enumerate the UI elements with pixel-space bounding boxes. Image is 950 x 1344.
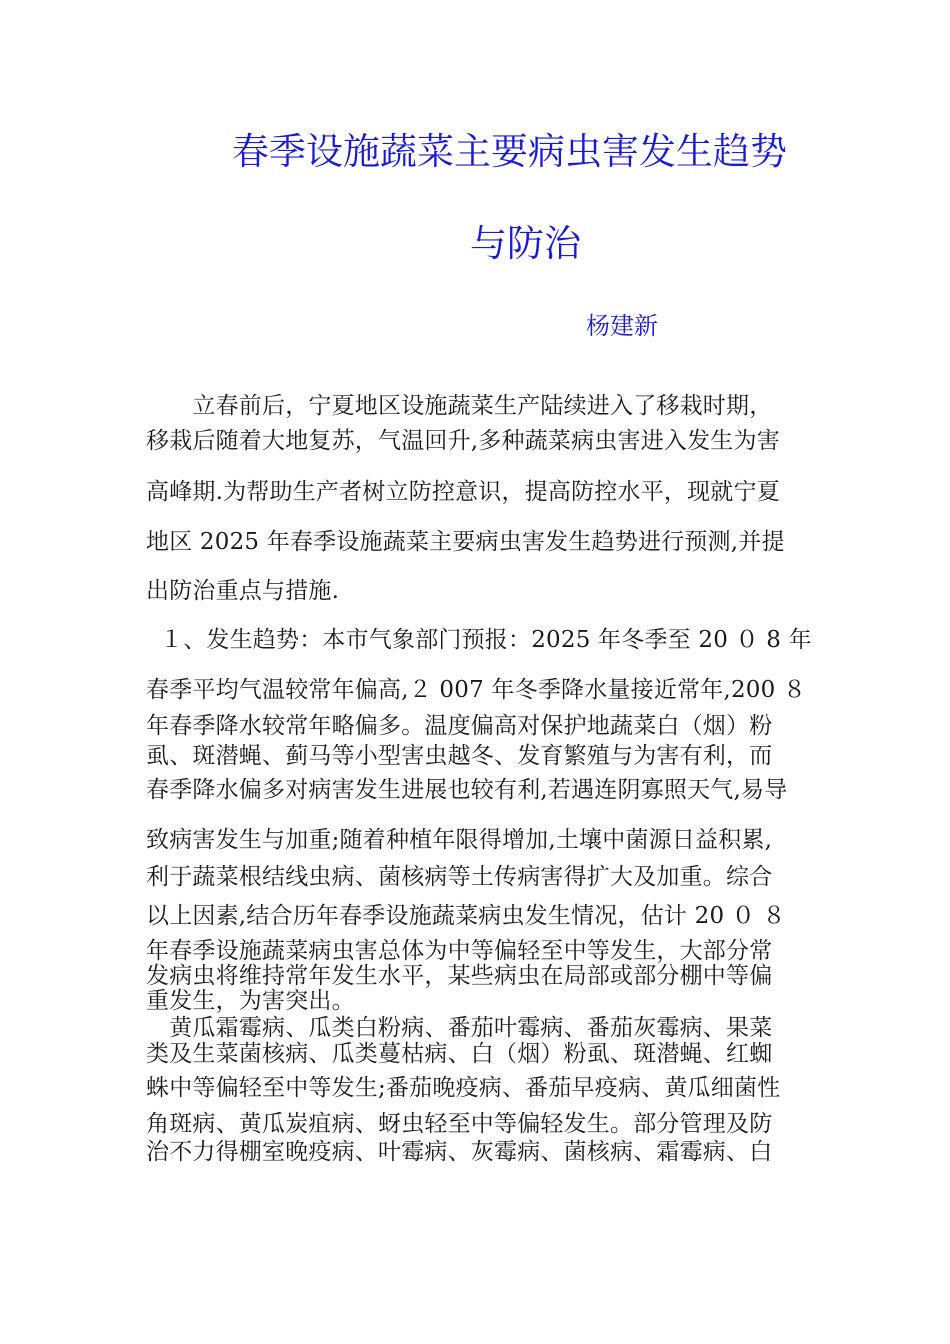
- body-line: 重发生，为害突出。: [146, 988, 355, 1014]
- body-line: 春季平均气温较常年偏高,２ 007 年冬季降水量接近常年,200 ８: [146, 677, 807, 703]
- body-line: 年春季降水较常年略偏多。温度偏高对保护地蔬菜白（烟）粉: [146, 713, 773, 739]
- body-line: 利于蔬菜根结线虫病、菌核病等土传病害得扩大及加重。综合: [146, 864, 773, 890]
- body-line: 以上因素,结合历年春季设施蔬菜病虫发生情况，估计 20 ０ ８: [146, 903, 786, 929]
- title-line-2: 与防治: [470, 222, 581, 265]
- body-line: 移栽后随着大地复苏，气温回升,多种蔬菜病虫害进入发生为害: [146, 428, 780, 454]
- body-line: 类及生菜菌核病、瓜类蔓枯病、白（烟）粉虱、斑潜蝇、红蜘: [146, 1041, 773, 1067]
- body-line: 虱、斑潜蝇、蓟马等小型害虫越冬、发育繁殖与为害有利，而: [146, 743, 773, 769]
- body-line: 致病害发生与加重;随着种植年限得增加,土壤中菌源日益积累,: [146, 827, 773, 853]
- body-line: 角斑病、黄瓜炭疽病、蚜虫轻至中等偏轻发生。部分管理及防: [146, 1111, 773, 1137]
- body-line: 发病虫将维持常年发生水平，某些病虫在局部或部分棚中等偏: [146, 963, 773, 989]
- body-line: 地区 2025 年春季设施蔬菜主要病虫害发生趋势进行预测,并提: [146, 529, 785, 555]
- body-line: 立春前后，宁夏地区设施蔬菜生产陆续进入了移栽时期，: [146, 393, 773, 419]
- body-line: 出防治重点与措施.: [146, 578, 340, 604]
- body-line: 春季降水偏多对病害发生进展也较有利,若遇连阴寡照天气,易导: [146, 777, 788, 803]
- title-line-1: 春季设施蔬菜主要病虫害发生趋势: [232, 130, 787, 173]
- author-name: 杨建新: [586, 312, 658, 340]
- body-line: 黄瓜霜霉病、瓜类白粉病、番茄叶霉病、番茄灰霉病、果菜: [146, 1015, 773, 1041]
- body-line: 治不力得棚室晚疫病、叶霉病、灰霉病、菌核病、霜霉病、白: [146, 1139, 773, 1165]
- body-line: 高峰期.为帮助生产者树立防控意识，提高防控水平，现就宁夏: [146, 479, 780, 505]
- body-line: 年春季设施蔬菜病虫害总体为中等偏轻至中等发生，大部分常: [146, 938, 773, 964]
- body-line: １、发生趋势：本市气象部门预报：2025 年冬季至 20 ０ 8 年: [160, 627, 812, 653]
- body-line: 蛛中等偏轻至中等发生;番茄晚疫病、番茄早疫病、黄瓜细菌性: [146, 1075, 781, 1101]
